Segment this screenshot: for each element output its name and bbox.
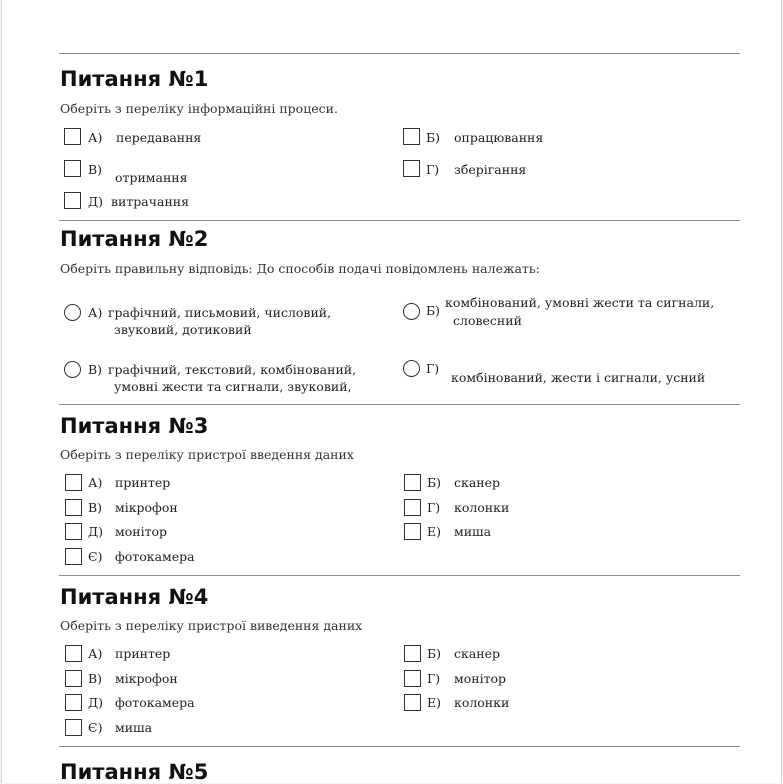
option-4d-text: фотокамера: [115, 695, 195, 710]
option-1a-text: передавання: [116, 130, 202, 145]
option-2a-radio[interactable]: [64, 304, 81, 321]
option-2b-radio[interactable]: [403, 303, 420, 320]
option-3e-text: миша: [454, 524, 492, 539]
option-2v-radio[interactable]: [64, 361, 81, 378]
option-1b-text: опрацювання: [454, 130, 544, 145]
quiz-page: [1, 0, 782, 783]
option-2g-letter: Г): [426, 361, 440, 376]
option-3a-checkbox[interactable]: [65, 474, 82, 491]
option-3b-text: сканер: [454, 475, 500, 490]
question-2-prompt: Оберіть правильну відповідь: До способів подачі повідомлень належать:: [60, 261, 540, 276]
option-4g-checkbox[interactable]: [404, 670, 421, 687]
option-2g-line1: комбінований, жести і сигнали, усний: [451, 370, 706, 385]
option-3ye-text: фотокамера: [115, 549, 195, 564]
option-4d-checkbox[interactable]: [65, 694, 82, 711]
option-1g-checkbox[interactable]: [403, 160, 420, 177]
option-1d-checkbox[interactable]: [64, 192, 81, 209]
option-4g-letter: Г): [427, 671, 441, 686]
option-3g-text: колонки: [454, 500, 510, 515]
option-1d-text: витрачання: [111, 194, 190, 209]
option-3d-checkbox[interactable]: [65, 523, 82, 540]
option-1g-text: зберігання: [454, 162, 527, 177]
question-4-title: Питання №4: [60, 585, 209, 609]
question-3-prompt: Оберіть з переліку пристрої введення даних: [60, 447, 354, 462]
option-3g-checkbox[interactable]: [404, 499, 421, 516]
option-1a-letter: А): [88, 130, 103, 145]
option-3b-checkbox[interactable]: [404, 474, 421, 491]
option-3e-letter: Е): [427, 524, 442, 539]
option-3ye-letter: Є): [88, 549, 103, 564]
option-4e-letter: Е): [427, 695, 442, 710]
option-4d-letter: Д): [88, 695, 104, 710]
option-3e-checkbox[interactable]: [404, 523, 421, 540]
divider: [59, 575, 740, 576]
option-4b-text: сканер: [454, 646, 500, 661]
option-4v-letter: В): [88, 671, 103, 686]
option-2b-line1: комбінований, умовні жести та сигнали,: [445, 295, 715, 310]
option-3b-letter: Б): [427, 475, 442, 490]
option-4e-checkbox[interactable]: [404, 694, 421, 711]
divider: [59, 220, 740, 221]
option-3a-letter: А): [88, 475, 103, 490]
option-4ye-text: миша: [115, 720, 153, 735]
option-4v-text: мікрофон: [115, 671, 178, 686]
question-4-prompt: Оберіть з переліку пристрої виведення даних: [60, 618, 363, 633]
option-1d-letter: Д): [88, 194, 104, 209]
option-4ye-checkbox[interactable]: [65, 719, 82, 736]
option-3g-letter: Г): [427, 500, 441, 515]
divider: [59, 404, 740, 405]
option-3a-text: принтер: [115, 475, 171, 490]
option-2b-line2: словесний: [453, 313, 522, 328]
option-2a-letter: А): [88, 305, 103, 320]
option-4a-letter: А): [88, 646, 103, 661]
option-1b-letter: Б): [426, 130, 441, 145]
option-1a-checkbox[interactable]: [64, 128, 81, 145]
divider: [59, 746, 740, 747]
option-3v-checkbox[interactable]: [65, 499, 82, 516]
question-2-title: Питання №2: [60, 227, 209, 251]
option-3v-letter: В): [88, 500, 103, 515]
option-2a-line2: звуковий, дотиковий: [114, 322, 252, 337]
option-2v-line2: умовні жести та сигнали, звуковий,: [114, 379, 352, 394]
option-4a-text: принтер: [115, 646, 171, 661]
option-2g-radio[interactable]: [403, 360, 420, 377]
option-4e-text: колонки: [454, 695, 510, 710]
option-3d-letter: Д): [88, 524, 104, 539]
option-1v-checkbox[interactable]: [64, 160, 81, 177]
option-2v-line1: графічний, текстовий, комбінований,: [108, 362, 357, 377]
option-4g-text: монітор: [454, 671, 507, 686]
option-1v-text: отримання: [115, 170, 188, 185]
question-1-title: Питання №1: [60, 67, 209, 91]
option-1g-letter: Г): [426, 162, 440, 177]
option-4b-letter: Б): [427, 646, 442, 661]
option-4ye-letter: Є): [88, 720, 103, 735]
option-4a-checkbox[interactable]: [65, 645, 82, 662]
question-5-title: Питання №5: [60, 760, 209, 784]
question-1-prompt: Оберіть з переліку інформаційні процеси.: [60, 101, 338, 116]
option-4v-checkbox[interactable]: [65, 670, 82, 687]
option-3ye-checkbox[interactable]: [65, 548, 82, 565]
option-4b-checkbox[interactable]: [404, 645, 421, 662]
option-3v-text: мікрофон: [115, 500, 178, 515]
option-1v-letter: В): [88, 162, 103, 177]
option-3d-text: монітор: [115, 524, 168, 539]
option-1b-checkbox[interactable]: [403, 128, 420, 145]
option-2b-letter: Б): [426, 303, 441, 318]
question-3-title: Питання №3: [60, 414, 209, 438]
option-2a-line1: графічний, письмовий, числовий,: [108, 305, 332, 320]
option-2v-letter: В): [88, 362, 103, 377]
divider: [59, 53, 740, 54]
